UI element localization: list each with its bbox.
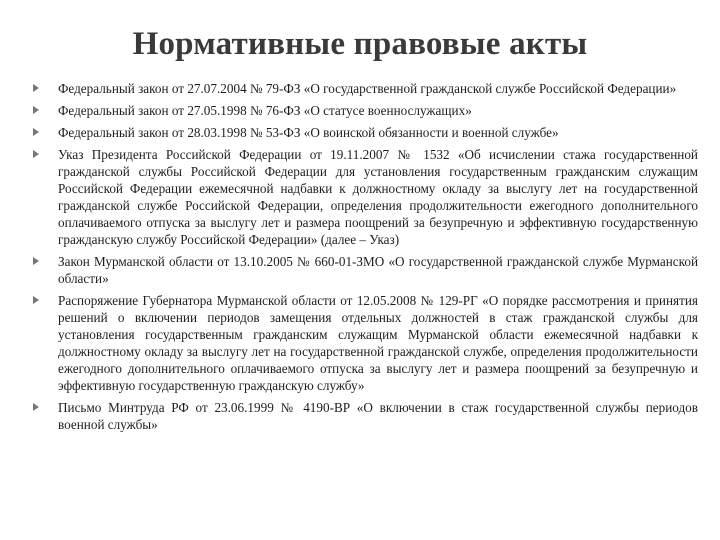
triangle-bullet-icon [33,296,39,304]
list-item [30,399,698,433]
list-item [30,253,698,287]
legal-acts-list [30,80,698,433]
list-item-text: Закон Мурманской области от 13.10.2005 № 660-01-ЗМО «О государственной гражданской службе Мурманской области» [58,254,698,286]
list-item-text: Письмо Минтруда РФ от 23.06.1999 № 4190-ВР «О включении в стаж государственной службы периодов военной службы» [58,400,698,432]
triangle-bullet-icon [33,257,39,265]
list-item [30,102,698,119]
triangle-bullet-icon [33,106,39,114]
triangle-bullet-icon [33,150,39,158]
list-item [30,146,698,248]
list-item-text: Распоряжение Губернатора Мурманской области от 12.05.2008 № 129-РГ «О порядке рассмотрения и принятия решений о включении периодов замещения отдельных должностей в стаж гражданской службы для установления государственным гражданским служащим Мурманской области ежемесячной надбавки к должностному окладу за выслугу лет на государственной гражданской службе, определения продолжительности ежегодного дополнительного оплачиваемого отпуска за выслугу лет и размера поощрений за безупречную и эффективную государственную гражданскую службу» [58,293,698,393]
list-item-text: Федеральный закон от 27.07.2004 № 79-ФЗ «О государственной гражданской службе Российской Федерации» [58,81,677,96]
triangle-bullet-icon [33,128,39,136]
page-title: Нормативные правовые акты [132,26,588,62]
triangle-bullet-icon [33,403,39,411]
triangle-bullet-icon [33,84,39,92]
list-item [30,80,698,97]
list-item-text: Федеральный закон от 27.05.1998 № 76-ФЗ «О статусе военнослужащих» [58,103,472,118]
list-item-text: Федеральный закон от 28.03.1998 № 53-ФЗ «О воинской обязанности и военной службе» [58,125,559,140]
list-item [30,292,698,394]
list-item-text: Указ Президента Российской Федерации от 19.11.2007 № 1532 «Об исчислении стажа государственной гражданской службы Российской Федерации для установления государственным гражданским служащим Российской Федерации ежемесячной надбавки к должностному окладу за выслугу лет на государственной гражданской службе Российской Федерации, определения продолжительности ежегодного дополнительного оплачиваемого отпуска за выслугу лет и размера поощрений за безупречную и эффективную государственную гражданскую службу Российской Федерации» (далее – Указ) [58,147,698,247]
list-item [30,124,698,141]
